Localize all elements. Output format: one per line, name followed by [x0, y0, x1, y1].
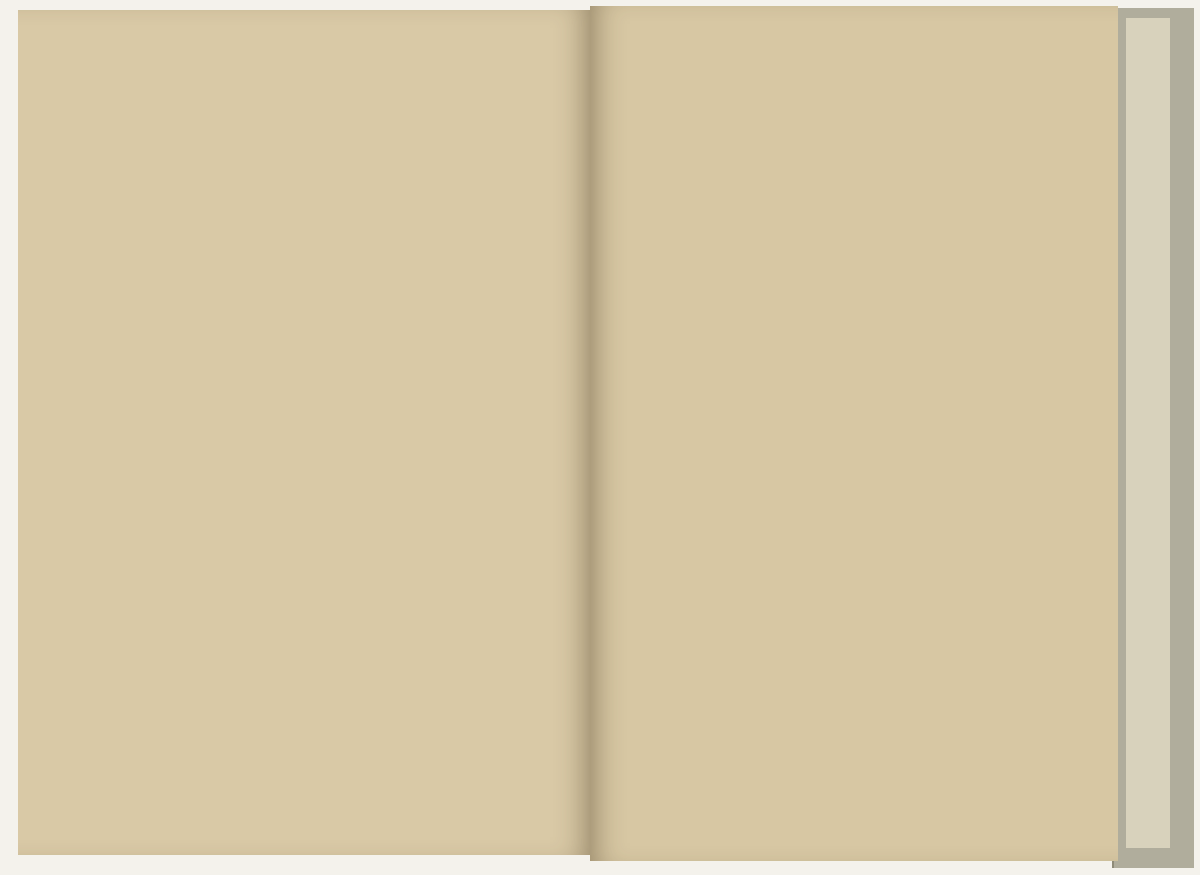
book-cover-edge [1112, 8, 1194, 868]
left-page [18, 10, 590, 855]
right-page [590, 6, 1118, 861]
